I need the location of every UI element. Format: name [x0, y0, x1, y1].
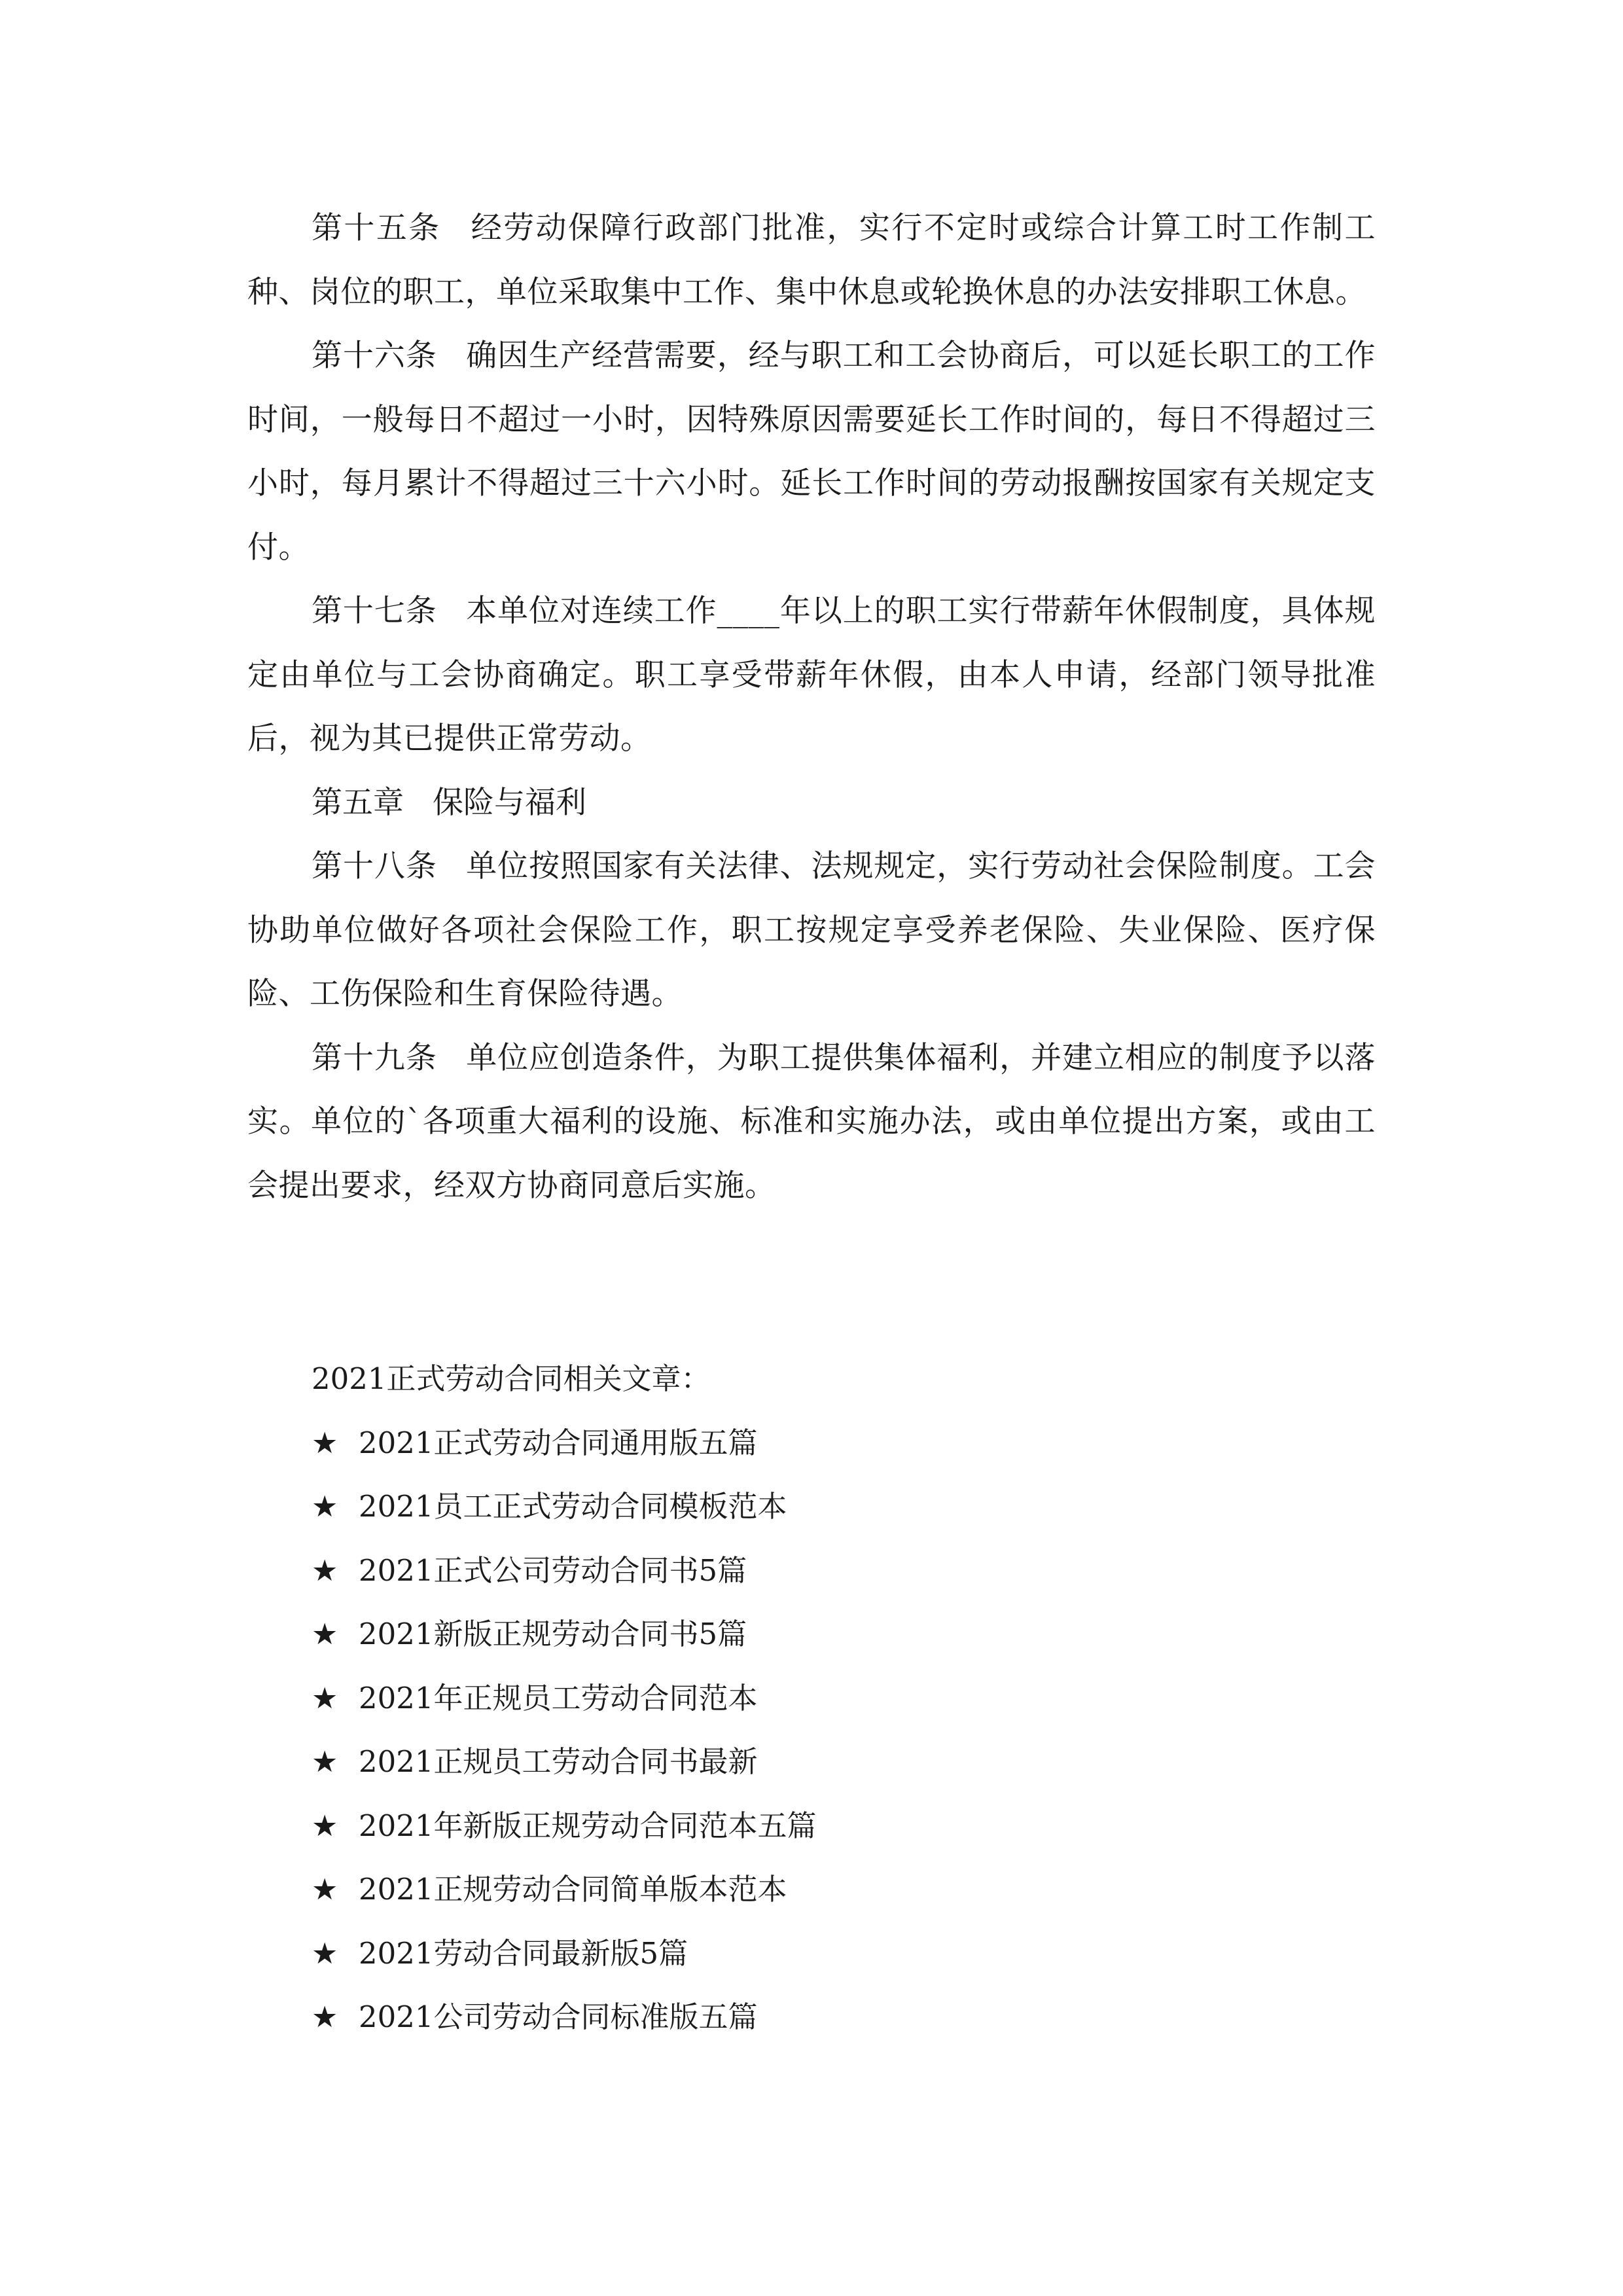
star-icon: ★ — [312, 1935, 338, 1971]
star-icon: ★ — [312, 1744, 338, 1779]
related-link-text: 2021正规员工劳动合同书最新 — [359, 1744, 758, 1779]
article-label: 第十七条 — [312, 593, 437, 629]
article-text: 经劳动保障行政部门批准，实行不定时或综合计算工时工作制工种、岗位的职工，单位采取集中工作、集中休息或轮换休息的办法安排职工休息。 — [247, 210, 1376, 310]
chapter-heading — [247, 771, 1376, 835]
article-label: 第十六条 — [312, 338, 437, 374]
article-label: 第十九条 — [312, 1039, 437, 1076]
article-label: 第十五条 — [312, 210, 441, 246]
related-link-1[interactable] — [312, 1411, 1359, 1475]
related-link-text: 2021劳动合同最新版5篇 — [359, 1935, 688, 1971]
article-text: 单位应创造条件，为职工提供集体福利，并建立相应的制度予以落实。单位的`各项重大福利的设施、标准和实施办法，或由单位提出方案，或由工会提出要求，经双方协商同意后实施。 — [247, 1039, 1376, 1204]
related-link-text: 2021正式劳动合同通用版五篇 — [359, 1425, 758, 1460]
star-icon: ★ — [312, 1872, 338, 1907]
related-link-text: 2021正式公司劳动合同书5篇 — [359, 1552, 747, 1588]
articles-section — [247, 196, 1376, 1374]
star-icon: ★ — [312, 1552, 338, 1588]
article-15 — [247, 196, 1376, 324]
star-icon: ★ — [312, 1617, 338, 1651]
chapter-title: 保险与福利 — [433, 784, 586, 821]
article-18 — [247, 834, 1376, 1026]
related-link-text: 2021年新版正规劳动合同范本五篇 — [359, 1808, 817, 1843]
related-link-text: 2021正规劳动合同简单版本范本 — [359, 1872, 787, 1907]
chapter-label: 第五章 — [312, 784, 404, 821]
related-link-6[interactable] — [312, 1730, 1359, 1794]
article-label: 第十八条 — [312, 848, 437, 884]
article-17 — [247, 579, 1376, 771]
related-link-text: 2021新版正规劳动合同书5篇 — [359, 1617, 747, 1651]
related-link-10[interactable] — [312, 1985, 1359, 2049]
related-title: 2021正式劳动合同相关文章： — [312, 1361, 711, 1396]
document-body — [247, 196, 1376, 1374]
related-link-text: 2021公司劳动合同标准版五篇 — [359, 2000, 758, 2034]
related-link-7[interactable] — [312, 1794, 1359, 1858]
related-link-text: 2021员工正式劳动合同模板范本 — [359, 1489, 787, 1524]
related-link-4[interactable] — [312, 1602, 1359, 1666]
related-link-3[interactable] — [312, 1539, 1359, 1603]
star-icon: ★ — [312, 1489, 338, 1524]
related-link-2[interactable] — [312, 1475, 1359, 1539]
star-icon: ★ — [312, 1808, 338, 1843]
article-text: 确因生产经营需要，经与职工和工会协商后，可以延长职工的工作时间，一般每日不超过一小时，因特殊原因需要延长工作时间的，每日不得超过三小时，每月累计不得超过三十六小时。延长工作时间的劳动报酬按国家有关规定支付。 — [247, 338, 1376, 565]
related-list — [312, 1411, 1359, 2049]
related-link-8[interactable] — [312, 1857, 1359, 1922]
related-link-text: 2021年正规员工劳动合同范本 — [359, 1680, 758, 1715]
article-19 — [247, 1026, 1376, 1218]
related-link-9[interactable] — [312, 1922, 1359, 1986]
related-articles — [312, 1347, 1359, 2049]
related-link-5[interactable] — [312, 1666, 1359, 1731]
star-icon: ★ — [312, 1680, 338, 1715]
article-text: 单位按照国家有关法律、法规规定，实行劳动社会保险制度。工会协助单位做好各项社会保险工作，职工按规定享受养老保险、失业保险、医疗保险、工伤保险和生育保险待遇。 — [247, 848, 1376, 1012]
star-icon: ★ — [312, 1425, 338, 1460]
article-16 — [247, 324, 1376, 579]
star-icon: ★ — [312, 2000, 338, 2034]
article-text: 本单位对连续工作____年以上的职工实行带薪年休假制度，具体规定由单位与工会协商确定。职工享受带薪年休假，由本人申请，经部门领导批准后，视为其已提供正常劳动。 — [247, 593, 1376, 757]
